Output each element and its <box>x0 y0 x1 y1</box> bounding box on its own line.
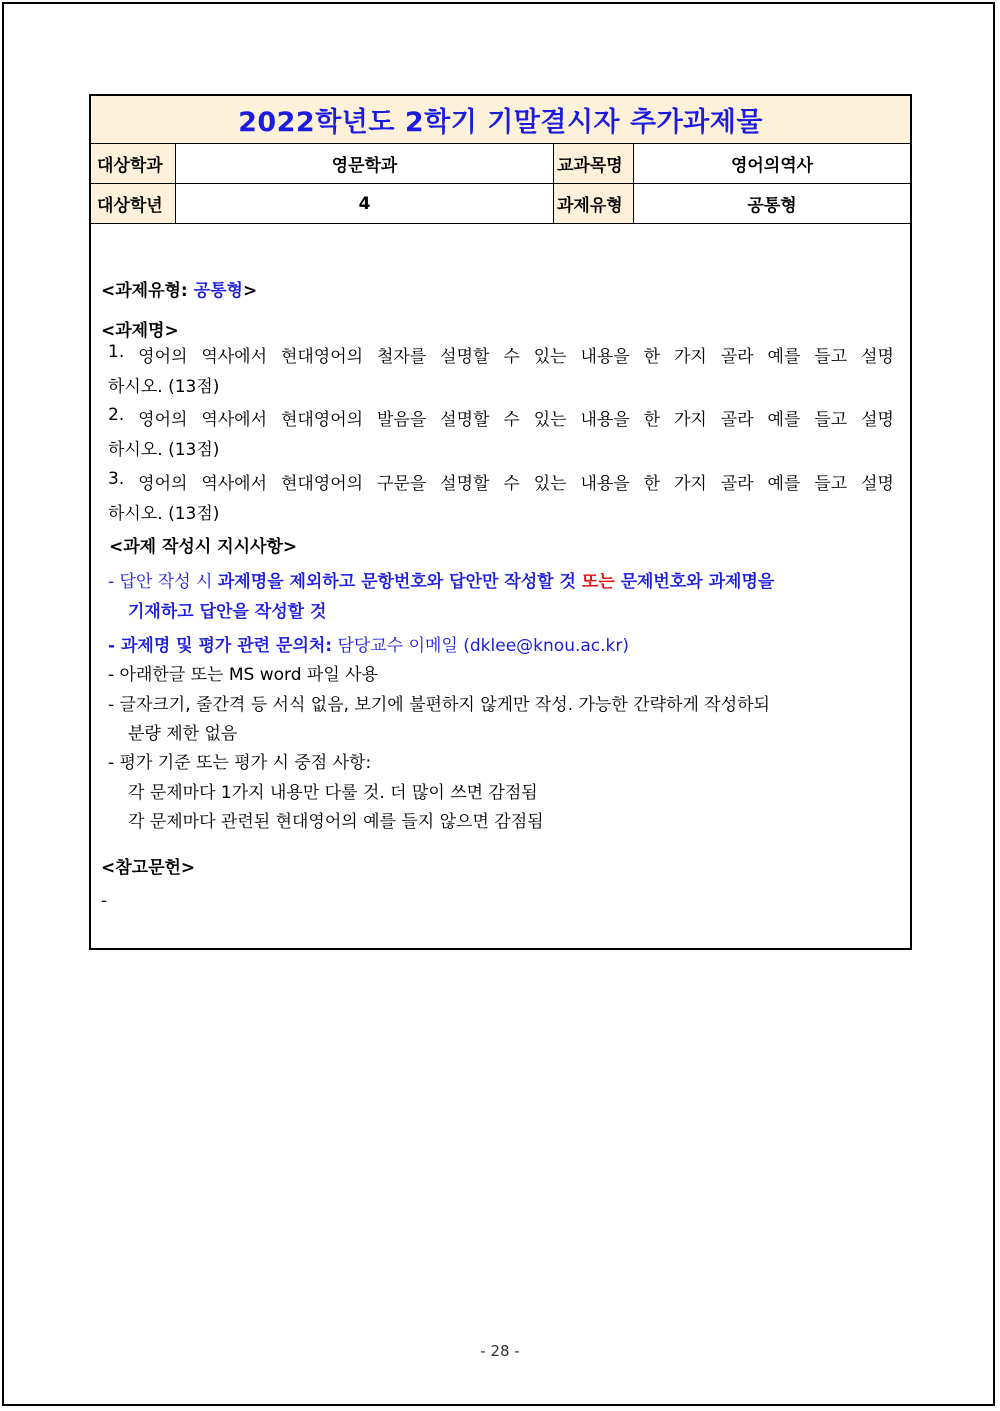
dept-value: 영문학과 <box>176 144 554 183</box>
instruction-4-line-2: 분량 제한 없음 <box>128 724 238 744</box>
instruction-1-line-1: - 답안 작성 시 과제명을 제외하고 문항번호와 답안만 작성할 것 또는 문제번호와 과제명을 <box>108 572 775 592</box>
assignment-document <box>89 94 912 950</box>
instruction-4-line-1: - 글자크기, 줄간격 등 서식 없음, 보기에 불편하지 않게만 작성. 가능한 간략하게 작성하되 <box>108 695 770 715</box>
info-row-2 <box>91 184 910 224</box>
assignment-type-close: > <box>242 281 258 301</box>
course-value: 영어의역사 <box>730 156 814 176</box>
instruction-2: - 과제명 및 평가 관련 문의처: 담당교수 이메일 (dklee@knou.ac.kr) <box>108 636 630 656</box>
type-value: 공통형 <box>747 196 797 216</box>
assignment-type-label: <과제유형: <box>101 281 194 301</box>
instruction-5-line-1: - 평가 기준 또는 평가 시 중점 사항: <box>108 753 372 773</box>
assignment-name-heading: <과제명> <box>101 321 179 341</box>
instruction-5-line-2: 각 문제마다 1가지 내용만 다룰 것. 더 많이 쓰면 감점됨 <box>128 783 538 803</box>
page-number: - 28 - <box>480 1342 520 1360</box>
instructions-heading: <과제 작성시 지시사항> <box>109 537 298 557</box>
assignment-type-line <box>101 276 257 301</box>
question-3-line-2: 하시오. (13점) <box>108 504 220 524</box>
document-title: 2022학년도 2학기 기말결시자 추가과제물 <box>91 96 910 144</box>
question-2-line-2: 하시오. (13점) <box>108 440 220 460</box>
year-value: 4 <box>176 184 554 223</box>
question-2-line-1: 2. 영어의 역사에서 현대영어의 발음을 설명할 수 있는 내용을 한 가지 골라 예를 들고 설명 <box>108 405 894 430</box>
instruction-1-line-2: 기재하고 답안을 작성할 것 <box>128 602 327 622</box>
type-label: 과제유형 <box>554 184 634 223</box>
question-3-line-1: 3. 영어의 역사에서 현대영어의 구문을 설명할 수 있는 내용을 한 가지 골라 예를 들고 설명 <box>108 469 894 494</box>
references-value: - <box>101 891 108 911</box>
assignment-type-value: 공통형 <box>193 281 243 301</box>
dept-label: 대상학과 <box>91 144 176 183</box>
info-row-1 <box>91 144 910 184</box>
question-1-line-2: 하시오. (13점) <box>108 377 220 397</box>
instruction-3: - 아래한글 또는 MS word 파일 사용 <box>108 665 379 685</box>
question-1-line-1: 1. 영어의 역사에서 현대영어의 철자를 설명할 수 있는 내용을 한 가지 골라 예를 들고 설명 <box>108 342 894 367</box>
year-label: 대상학년 <box>91 184 176 223</box>
references-heading: <참고문헌> <box>101 858 196 878</box>
instruction-5-line-3: 각 문제마다 관련된 현대영어의 예를 들지 않으면 감점됨 <box>128 812 544 832</box>
course-label: 교과목명 <box>554 144 634 183</box>
